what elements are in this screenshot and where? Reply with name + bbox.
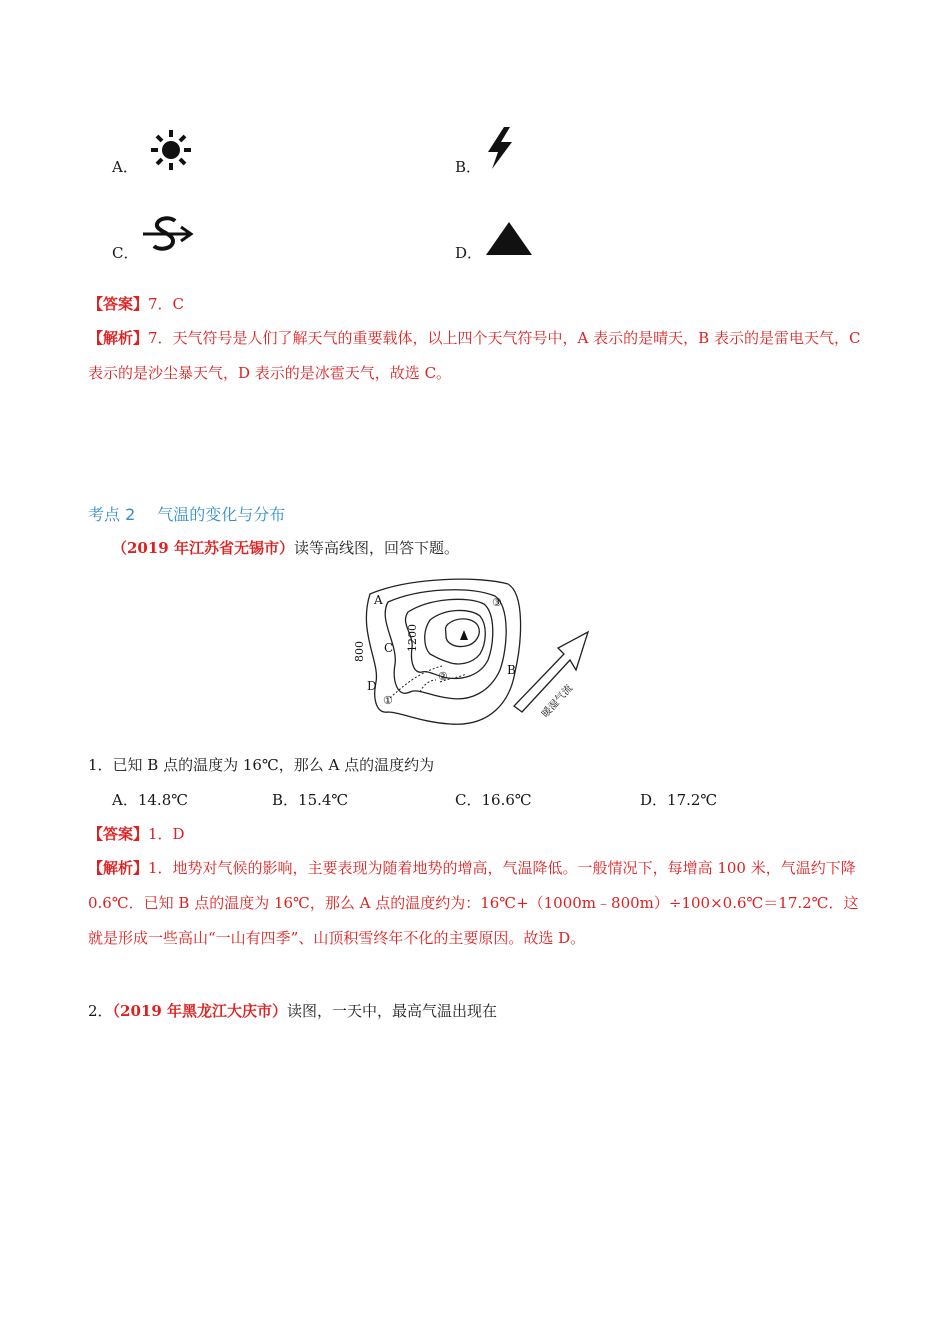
question-1-option-a: A．14.8℃ xyxy=(112,791,189,809)
section-title: 气温的变化与分布 xyxy=(157,505,286,524)
map-label-p3: ③ xyxy=(492,596,502,609)
question-2-text: 读图，一天中，最高气温出现在 xyxy=(287,1002,498,1020)
answer-tag: 【答案】 xyxy=(88,295,149,313)
analysis-1 xyxy=(88,851,868,956)
map-label-p2: ② xyxy=(438,670,448,683)
analysis-tag: 【解析】 xyxy=(88,859,149,877)
answer-text: 1．D xyxy=(148,825,185,843)
map-label-1200: 1200 xyxy=(406,624,419,652)
option-b-label: B． xyxy=(455,158,482,176)
map-label-b: B xyxy=(507,663,516,677)
hail-triangle-icon xyxy=(484,220,534,258)
question-1-option-b: B．15.4℃ xyxy=(272,791,349,809)
question-2 xyxy=(88,1001,497,1021)
sun-icon xyxy=(148,128,194,172)
answer-7 xyxy=(88,294,184,314)
lightning-icon xyxy=(482,126,516,170)
analysis-tag: 【解析】 xyxy=(88,329,149,347)
option-d-label: D． xyxy=(455,244,483,262)
map-label-p1: ① xyxy=(383,694,393,707)
question-1-stem: 1．已知 B 点的温度为 16℃，那么 A 点的温度约为 xyxy=(88,756,435,774)
question-2-source: （2019 年黑龙江大庆市） xyxy=(112,1002,288,1020)
intro-text: 读等高线图，回答下题。 xyxy=(293,539,459,557)
section-heading xyxy=(88,502,285,525)
intro-source: （2019 年江苏省无锡市） xyxy=(112,539,294,557)
map-label-c: C xyxy=(384,641,394,655)
question-1-option-c: C．16.6℃ xyxy=(455,791,532,809)
contour-map xyxy=(350,572,600,742)
answer-text: 7．C xyxy=(148,295,185,313)
question-2-number: 2． xyxy=(88,1002,113,1020)
question-1-option-d: D．17.2℃ xyxy=(640,791,718,809)
analysis-7 xyxy=(88,321,868,391)
analysis-text: 7．天气符号是人们了解天气的重要载体，以上四个天气符号中，A 表示的是晴天，B 表示的是雷电天气，C 表示的是沙尘暴天气，D 表示的是冰雹天气，故选 C。 xyxy=(88,329,861,382)
option-a-label: A． xyxy=(112,158,138,176)
sandstorm-icon xyxy=(141,214,197,256)
section-number: 考点 2 xyxy=(88,505,136,524)
answer-1 xyxy=(88,824,185,844)
map-arrow-label: 暖湿气流 xyxy=(540,682,575,721)
answer-tag: 【答案】 xyxy=(88,825,149,843)
analysis-text: 1．地势对气候的影响，主要表现为随着地势的增高，气温降低。一般情况下，每增高 100 米，气温约下降 0.6℃．已知 B 点的温度为 16℃，那么 A 点的温度约为：16℃+（1000m﹣800m）÷100×0.6℃＝17.2℃．这就是形成一些高山“一山有四季”、山顶积雪终年不化的主要原因。故选 D。 xyxy=(88,859,859,947)
map-label-d: D xyxy=(367,679,377,693)
question-intro xyxy=(112,538,459,558)
map-label-a: A xyxy=(374,593,383,607)
map-label-800: 800 xyxy=(353,641,366,662)
option-c-label: C． xyxy=(112,244,139,262)
